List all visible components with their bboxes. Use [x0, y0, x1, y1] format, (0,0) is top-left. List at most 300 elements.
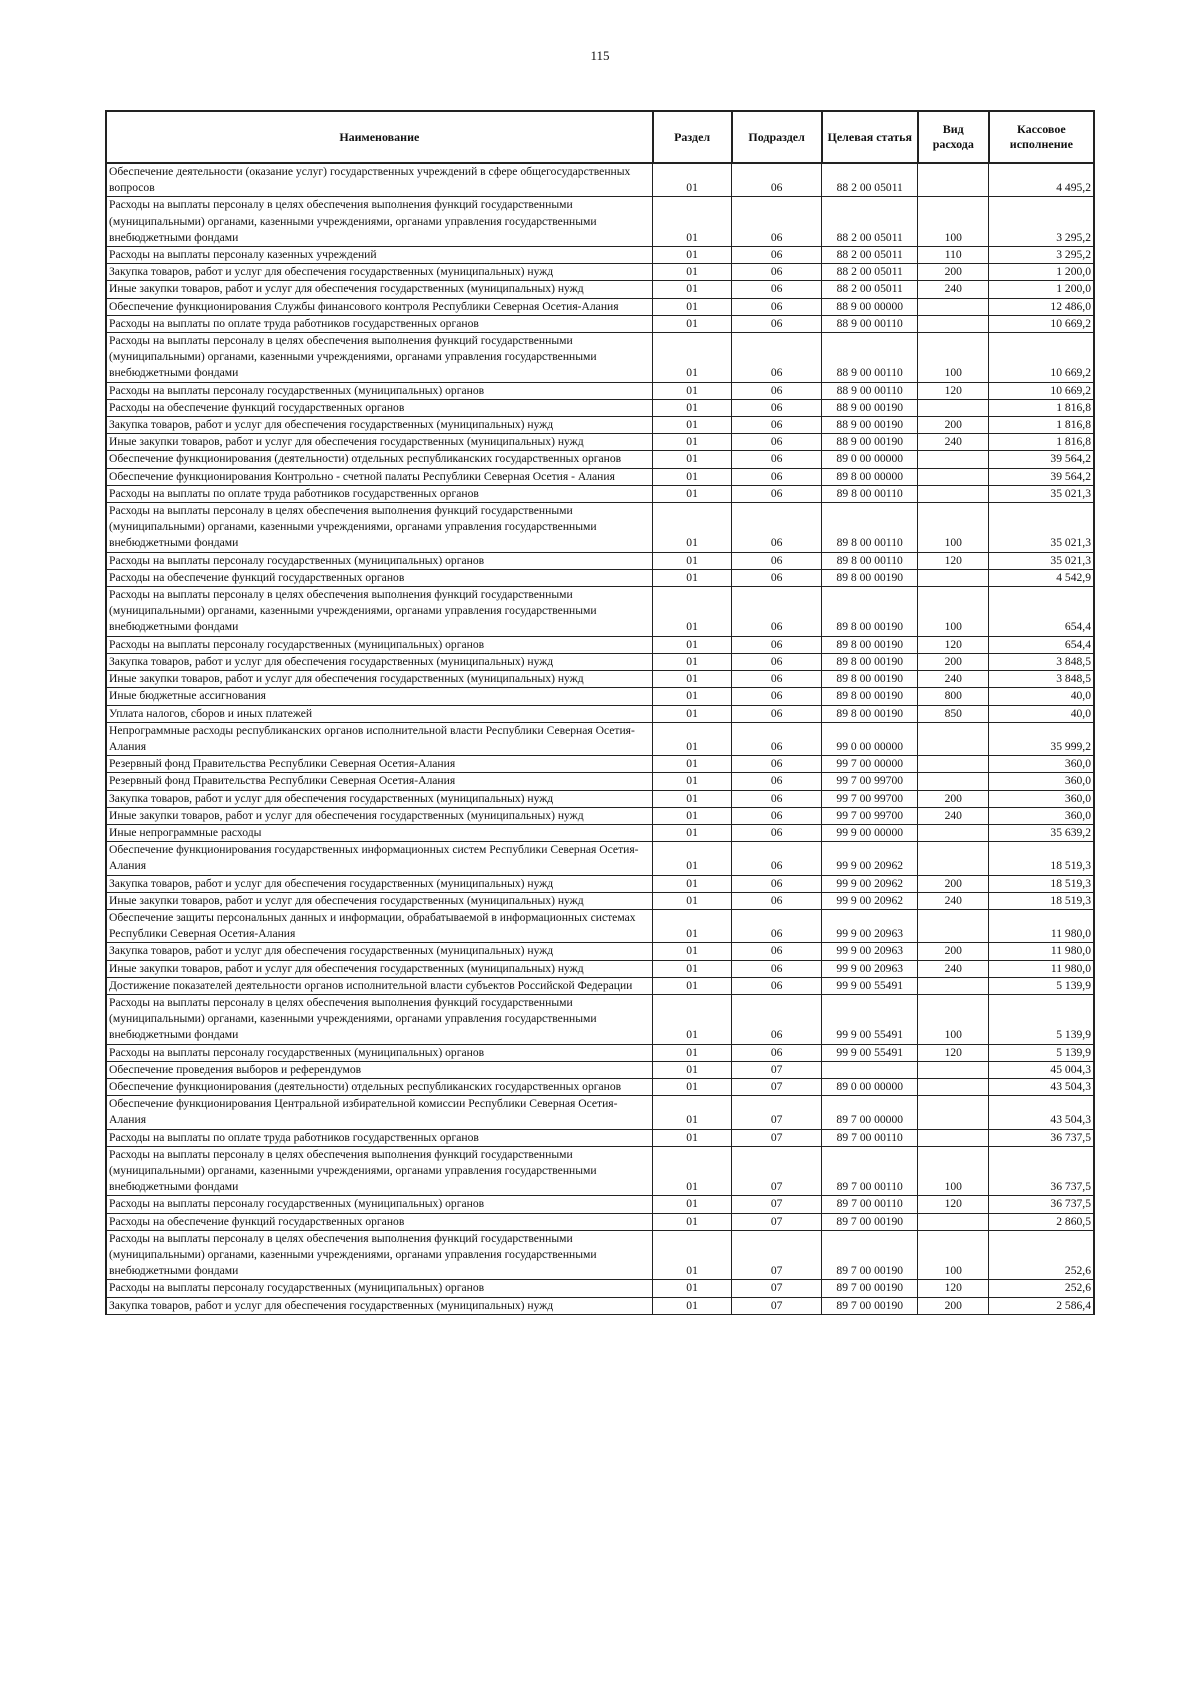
row-section: 01 — [653, 722, 732, 755]
row-subsection: 06 — [732, 671, 822, 688]
table-row — [106, 1280, 1094, 1297]
row-name: Расходы на выплаты персоналу в целях обеспечения выполнения функций государственными (муниципальными) органами, казенными учреждениями, органами управления государственными внебюджетными фондами — [106, 587, 653, 637]
row-subsection: 06 — [732, 773, 822, 790]
row-name: Обеспечение проведения выборов и референдумов — [106, 1061, 653, 1078]
row-subsection: 06 — [732, 892, 822, 909]
row-target-article: 89 7 00 00190 — [822, 1280, 918, 1297]
table-row — [106, 705, 1094, 722]
row-section: 01 — [653, 773, 732, 790]
row-expense-type: 100 — [918, 587, 989, 637]
table-row — [106, 892, 1094, 909]
row-expense-type: 120 — [918, 1196, 989, 1213]
row-amount: 43 504,3 — [989, 1096, 1094, 1129]
row-name: Обеспечение функционирования Контрольно - счетной палаты Республики Северная Осетия - Алания — [106, 468, 653, 485]
row-subsection: 06 — [732, 824, 822, 841]
row-target-article: 89 0 00 00000 — [822, 1078, 918, 1095]
row-subsection: 06 — [732, 281, 822, 298]
row-target-article: 88 9 00 00000 — [822, 298, 918, 315]
table-row — [106, 587, 1094, 637]
row-section: 01 — [653, 451, 732, 468]
row-section: 01 — [653, 163, 732, 197]
row-name: Иные закупки товаров, работ и услуг для обеспечения государственных (муниципальных) нужд — [106, 671, 653, 688]
row-subsection: 06 — [732, 994, 822, 1044]
row-expense-type: 100 — [918, 1230, 989, 1280]
row-target-article: 89 8 00 00190 — [822, 688, 918, 705]
row-name: Расходы на выплаты персоналу государственных (муниципальных) органов — [106, 1196, 653, 1213]
row-amount: 360,0 — [989, 807, 1094, 824]
table-row — [106, 197, 1094, 247]
row-amount: 35 639,2 — [989, 824, 1094, 841]
table-row — [106, 943, 1094, 960]
row-name: Иные закупки товаров, работ и услуг для обеспечения государственных (муниципальных) нужд — [106, 960, 653, 977]
row-expense-type — [918, 399, 989, 416]
table-row — [106, 842, 1094, 875]
row-subsection: 06 — [732, 705, 822, 722]
row-amount: 11 980,0 — [989, 960, 1094, 977]
row-target-article: 99 9 00 20963 — [822, 909, 918, 942]
row-target-article: 89 8 00 00190 — [822, 569, 918, 586]
row-amount: 39 564,2 — [989, 451, 1094, 468]
row-section: 01 — [653, 842, 732, 875]
row-subsection: 06 — [732, 315, 822, 332]
row-expense-type — [918, 756, 989, 773]
row-expense-type: 120 — [918, 1280, 989, 1297]
row-name: Обеспечение защиты персональных данных и информации, обрабатываемой в информационных системах Республики Северная Осетия-Алания — [106, 909, 653, 942]
row-name: Закупка товаров, работ и услуг для обеспечения государственных (муниципальных) нужд — [106, 790, 653, 807]
row-target-article: 88 9 00 00110 — [822, 333, 918, 383]
row-subsection: 06 — [732, 382, 822, 399]
row-amount: 36 737,5 — [989, 1129, 1094, 1146]
row-name: Расходы на выплаты персоналу в целях обеспечения выполнения функций государственными (муниципальными) органами, казенными учреждениями, органами управления государственными внебюджетными фондами — [106, 503, 653, 553]
row-target-article: 99 7 00 00000 — [822, 756, 918, 773]
row-expense-type: 120 — [918, 636, 989, 653]
row-amount: 35 021,3 — [989, 485, 1094, 502]
row-section: 01 — [653, 909, 732, 942]
row-subsection: 06 — [732, 333, 822, 383]
row-name: Расходы на выплаты персоналу государственных (муниципальных) органов — [106, 636, 653, 653]
row-name: Иные закупки товаров, работ и услуг для обеспечения государственных (муниципальных) нужд — [106, 434, 653, 451]
row-section: 01 — [653, 503, 732, 553]
row-expense-type — [918, 722, 989, 755]
row-subsection: 06 — [732, 552, 822, 569]
row-target-article: 89 8 00 00110 — [822, 485, 918, 502]
row-section: 01 — [653, 485, 732, 502]
row-expense-type — [918, 451, 989, 468]
row-amount: 35 021,3 — [989, 503, 1094, 553]
row-amount: 1 200,0 — [989, 281, 1094, 298]
row-target-article: 99 0 00 00000 — [822, 722, 918, 755]
row-target-article: 89 8 00 00190 — [822, 671, 918, 688]
row-target-article: 99 9 00 55491 — [822, 1044, 918, 1061]
row-amount: 4 542,9 — [989, 569, 1094, 586]
row-amount: 1 200,0 — [989, 264, 1094, 281]
row-expense-type: 110 — [918, 247, 989, 264]
row-amount: 2 586,4 — [989, 1297, 1094, 1314]
row-amount: 18 519,3 — [989, 892, 1094, 909]
row-subsection: 06 — [732, 653, 822, 670]
row-expense-type: 200 — [918, 943, 989, 960]
row-expense-type: 200 — [918, 875, 989, 892]
row-section: 01 — [653, 994, 732, 1044]
row-expense-type: 100 — [918, 1146, 989, 1196]
table-row — [106, 960, 1094, 977]
row-amount: 252,6 — [989, 1230, 1094, 1280]
row-section: 01 — [653, 587, 732, 637]
row-name: Расходы на обеспечение функций государственных органов — [106, 1213, 653, 1230]
row-target-article: 89 0 00 00000 — [822, 451, 918, 468]
row-section: 01 — [653, 875, 732, 892]
row-target-article: 89 8 00 00110 — [822, 503, 918, 553]
table-row — [106, 333, 1094, 383]
row-amount: 360,0 — [989, 790, 1094, 807]
row-section: 01 — [653, 1061, 732, 1078]
row-expense-type — [918, 315, 989, 332]
row-amount: 12 486,0 — [989, 298, 1094, 315]
row-name: Закупка товаров, работ и услуг для обеспечения государственных (муниципальных) нужд — [106, 875, 653, 892]
row-expense-type: 120 — [918, 552, 989, 569]
row-target-article: 89 8 00 00190 — [822, 653, 918, 670]
row-expense-type: 100 — [918, 197, 989, 247]
row-amount: 36 737,5 — [989, 1146, 1094, 1196]
table-row — [106, 994, 1094, 1044]
row-name: Расходы на выплаты персоналу в целях обеспечения выполнения функций государственными (муниципальными) органами, казенными учреждениями, органами управления государственными внебюджетными фондами — [106, 1230, 653, 1280]
table-row — [106, 688, 1094, 705]
row-amount: 35 999,2 — [989, 722, 1094, 755]
row-name: Расходы на выплаты персоналу в целях обеспечения выполнения функций государственными (муниципальными) органами, казенными учреждениями, органами управления государственными внебюджетными фондами — [106, 333, 653, 383]
row-name: Иные закупки товаров, работ и услуг для обеспечения государственных (муниципальных) нужд — [106, 807, 653, 824]
table-row — [106, 671, 1094, 688]
row-amount: 35 021,3 — [989, 552, 1094, 569]
row-target-article: 89 7 00 00190 — [822, 1297, 918, 1314]
column-header-subsection: Подраздел — [732, 111, 822, 163]
table-row — [106, 773, 1094, 790]
row-amount: 43 504,3 — [989, 1078, 1094, 1095]
row-section: 01 — [653, 569, 732, 586]
row-section: 01 — [653, 1297, 732, 1314]
row-subsection: 07 — [732, 1280, 822, 1297]
row-name: Иные бюджетные ассигнования — [106, 688, 653, 705]
row-target-article: 89 8 00 00190 — [822, 705, 918, 722]
row-target-article: 89 7 00 00110 — [822, 1196, 918, 1213]
table-row — [106, 636, 1094, 653]
row-name: Иные закупки товаров, работ и услуг для обеспечения государственных (муниципальных) нужд — [106, 281, 653, 298]
row-target-article: 99 9 00 55491 — [822, 994, 918, 1044]
table-row — [106, 163, 1094, 197]
row-subsection: 06 — [732, 790, 822, 807]
row-section: 01 — [653, 1129, 732, 1146]
row-target-article: 99 9 00 20963 — [822, 943, 918, 960]
row-amount: 11 980,0 — [989, 909, 1094, 942]
row-target-article: 88 9 00 00110 — [822, 315, 918, 332]
row-target-article: 89 8 00 00190 — [822, 587, 918, 637]
row-expense-type: 100 — [918, 503, 989, 553]
row-section: 01 — [653, 552, 732, 569]
row-amount: 654,4 — [989, 587, 1094, 637]
row-expense-type — [918, 909, 989, 942]
row-target-article: 99 9 00 20962 — [822, 842, 918, 875]
row-subsection: 06 — [732, 909, 822, 942]
row-target-article: 88 2 00 05011 — [822, 264, 918, 281]
row-section: 01 — [653, 197, 732, 247]
row-amount: 1 816,8 — [989, 434, 1094, 451]
row-subsection: 06 — [732, 163, 822, 197]
row-target-article: 89 7 00 00110 — [822, 1129, 918, 1146]
row-amount: 2 860,5 — [989, 1213, 1094, 1230]
table-row — [106, 790, 1094, 807]
row-amount: 39 564,2 — [989, 468, 1094, 485]
row-subsection: 06 — [732, 264, 822, 281]
row-target-article: 99 9 00 00000 — [822, 824, 918, 841]
row-name: Расходы на обеспечение функций государственных органов — [106, 569, 653, 586]
row-target-article: 88 9 00 00190 — [822, 417, 918, 434]
row-name: Закупка товаров, работ и услуг для обеспечения государственных (муниципальных) нужд — [106, 1297, 653, 1314]
row-subsection: 07 — [732, 1061, 822, 1078]
table-row — [106, 1196, 1094, 1213]
row-name: Закупка товаров, работ и услуг для обеспечения государственных (муниципальных) нужд — [106, 417, 653, 434]
row-target-article: 88 9 00 00190 — [822, 399, 918, 416]
row-section: 01 — [653, 1078, 732, 1095]
row-amount: 36 737,5 — [989, 1196, 1094, 1213]
row-target-article: 99 7 00 99700 — [822, 790, 918, 807]
row-amount: 5 139,9 — [989, 994, 1094, 1044]
row-expense-type — [918, 773, 989, 790]
row-name: Обеспечение функционирования (деятельности) отдельных республиканских государственных органов — [106, 1078, 653, 1095]
row-name: Расходы на выплаты персоналу казенных учреждений — [106, 247, 653, 264]
row-section: 01 — [653, 315, 732, 332]
table-row — [106, 281, 1094, 298]
row-expense-type — [918, 1061, 989, 1078]
row-subsection: 07 — [732, 1297, 822, 1314]
row-section: 01 — [653, 298, 732, 315]
row-name: Расходы на выплаты персоналу в целях обеспечения выполнения функций государственными (муниципальными) органами, казенными учреждениями, органами управления государственными внебюджетными фондами — [106, 197, 653, 247]
row-section: 01 — [653, 1213, 732, 1230]
row-target-article: 88 2 00 05011 — [822, 197, 918, 247]
table-row — [106, 756, 1094, 773]
row-subsection: 07 — [732, 1230, 822, 1280]
row-name: Расходы на выплаты персоналу государственных (муниципальных) органов — [106, 1044, 653, 1061]
row-name: Закупка товаров, работ и услуг для обеспечения государственных (муниципальных) нужд — [106, 264, 653, 281]
row-amount: 5 139,9 — [989, 1044, 1094, 1061]
row-expense-type: 100 — [918, 333, 989, 383]
row-section: 01 — [653, 247, 732, 264]
row-name: Расходы на обеспечение функций государственных органов — [106, 399, 653, 416]
row-target-article: 88 2 00 05011 — [822, 281, 918, 298]
row-amount: 3 295,2 — [989, 197, 1094, 247]
row-name: Расходы на выплаты персоналу государственных (муниципальных) органов — [106, 382, 653, 399]
row-section: 01 — [653, 468, 732, 485]
row-subsection: 06 — [732, 569, 822, 586]
row-expense-type: 800 — [918, 688, 989, 705]
row-amount: 10 669,2 — [989, 382, 1094, 399]
row-subsection: 06 — [732, 434, 822, 451]
row-expense-type — [918, 977, 989, 994]
row-subsection: 07 — [732, 1146, 822, 1196]
table-row — [106, 1044, 1094, 1061]
row-subsection: 06 — [732, 468, 822, 485]
row-subsection: 06 — [732, 688, 822, 705]
row-expense-type: 200 — [918, 417, 989, 434]
table-row — [106, 264, 1094, 281]
row-expense-type — [918, 1078, 989, 1095]
table-row — [106, 824, 1094, 841]
row-section: 01 — [653, 281, 732, 298]
row-target-article: 89 7 00 00000 — [822, 1096, 918, 1129]
row-amount: 1 816,8 — [989, 417, 1094, 434]
row-name: Резервный фонд Правительства Республики Северная Осетия-Алания — [106, 756, 653, 773]
row-subsection: 06 — [732, 485, 822, 502]
row-expense-type: 200 — [918, 653, 989, 670]
row-target-article: 99 9 00 20963 — [822, 960, 918, 977]
table-row — [106, 399, 1094, 416]
row-subsection: 07 — [732, 1196, 822, 1213]
row-amount: 360,0 — [989, 773, 1094, 790]
row-target-article: 99 9 00 55491 — [822, 977, 918, 994]
row-target-article: 88 2 00 05011 — [822, 247, 918, 264]
row-target-article: 89 8 00 00190 — [822, 636, 918, 653]
row-subsection: 06 — [732, 503, 822, 553]
table-row — [106, 569, 1094, 586]
table-row — [106, 315, 1094, 332]
row-name: Обеспечение функционирования государственных информационных систем Республики Северная Осетия-Алания — [106, 842, 653, 875]
row-expense-type: 240 — [918, 807, 989, 824]
row-section: 01 — [653, 333, 732, 383]
row-name: Непрограммные расходы республиканских органов исполнительной власти Республики Северная Осетия-Алания — [106, 722, 653, 755]
table-row — [106, 977, 1094, 994]
row-target-article: 89 7 00 00110 — [822, 1146, 918, 1196]
table-row — [106, 807, 1094, 824]
row-subsection: 06 — [732, 960, 822, 977]
row-subsection: 06 — [732, 1044, 822, 1061]
row-expense-type — [918, 298, 989, 315]
table-header-row — [106, 111, 1094, 163]
row-target-article: 88 9 00 00190 — [822, 434, 918, 451]
row-subsection: 06 — [732, 807, 822, 824]
row-subsection: 06 — [732, 587, 822, 637]
row-amount: 360,0 — [989, 756, 1094, 773]
row-expense-type — [918, 1096, 989, 1129]
row-section: 01 — [653, 1096, 732, 1129]
table-row — [106, 1129, 1094, 1146]
table-row — [106, 503, 1094, 553]
row-target-article: 88 2 00 05011 — [822, 163, 918, 197]
row-subsection: 07 — [732, 1129, 822, 1146]
row-name: Расходы на выплаты персоналу в целях обеспечения выполнения функций государственными (муниципальными) органами, казенными учреждениями, органами управления государственными внебюджетными фондами — [106, 994, 653, 1044]
row-expense-type: 240 — [918, 960, 989, 977]
row-section: 01 — [653, 892, 732, 909]
row-expense-type: 200 — [918, 264, 989, 281]
row-expense-type: 120 — [918, 1044, 989, 1061]
row-target-article: 88 9 00 00110 — [822, 382, 918, 399]
row-section: 01 — [653, 1230, 732, 1280]
row-subsection: 06 — [732, 943, 822, 960]
page-number: 115 — [590, 48, 610, 63]
column-header-target-article: Целевая статья — [822, 111, 918, 163]
row-target-article: 89 8 00 00000 — [822, 468, 918, 485]
row-expense-type: 200 — [918, 1297, 989, 1314]
row-subsection: 06 — [732, 636, 822, 653]
table-row — [106, 382, 1094, 399]
row-expense-type — [918, 468, 989, 485]
table-row — [106, 468, 1094, 485]
row-name: Обеспечение деятельности (оказание услуг) государственных учреждений в сфере общегосударственных вопросов — [106, 163, 653, 197]
row-section: 01 — [653, 1044, 732, 1061]
row-name: Расходы на выплаты по оплате труда работников государственных органов — [106, 1129, 653, 1146]
row-amount: 3 295,2 — [989, 247, 1094, 264]
row-name: Обеспечение функционирования (деятельности) отдельных республиканских государственных органов — [106, 451, 653, 468]
table-row — [106, 552, 1094, 569]
row-amount: 45 004,3 — [989, 1061, 1094, 1078]
row-expense-type — [918, 569, 989, 586]
row-name: Расходы на выплаты персоналу государственных (муниципальных) органов — [106, 552, 653, 569]
row-subsection: 06 — [732, 756, 822, 773]
row-name: Обеспечение функционирования Службы финансового контроля Республики Северная Осетия-Алания — [106, 298, 653, 315]
row-name: Расходы на выплаты персоналу в целях обеспечения выполнения функций государственными (муниципальными) органами, казенными учреждениями, органами управления государственными внебюджетными фондами — [106, 1146, 653, 1196]
table-row — [106, 247, 1094, 264]
row-subsection: 06 — [732, 247, 822, 264]
row-section: 01 — [653, 1280, 732, 1297]
row-expense-type — [918, 1213, 989, 1230]
table-row — [106, 1146, 1094, 1196]
row-name: Обеспечение функционирования Центральной избирательной комиссии Республики Северная Осетия-Алания — [106, 1096, 653, 1129]
row-expense-type: 100 — [918, 994, 989, 1044]
row-name: Иные закупки товаров, работ и услуг для обеспечения государственных (муниципальных) нужд — [106, 892, 653, 909]
row-expense-type: 850 — [918, 705, 989, 722]
row-expense-type: 200 — [918, 790, 989, 807]
row-expense-type — [918, 824, 989, 841]
row-expense-type: 240 — [918, 671, 989, 688]
row-expense-type — [918, 842, 989, 875]
column-header-expense-type: Вид расхода — [918, 111, 989, 163]
row-name: Закупка товаров, работ и услуг для обеспечения государственных (муниципальных) нужд — [106, 653, 653, 670]
row-name: Закупка товаров, работ и услуг для обеспечения государственных (муниципальных) нужд — [106, 943, 653, 960]
row-section: 01 — [653, 943, 732, 960]
column-header-name: Наименование — [106, 111, 653, 163]
row-name: Расходы на выплаты по оплате труда работников государственных органов — [106, 315, 653, 332]
row-subsection: 06 — [732, 875, 822, 892]
row-subsection: 06 — [732, 298, 822, 315]
row-subsection: 07 — [732, 1213, 822, 1230]
row-amount: 5 139,9 — [989, 977, 1094, 994]
row-amount: 1 816,8 — [989, 399, 1094, 416]
row-section: 01 — [653, 653, 732, 670]
row-section: 01 — [653, 671, 732, 688]
row-subsection: 07 — [732, 1078, 822, 1095]
row-expense-type: 240 — [918, 281, 989, 298]
row-name: Достижение показателей деятельности органов исполнительной власти субъектов Российской Федерации — [106, 977, 653, 994]
row-expense-type: 120 — [918, 382, 989, 399]
row-section: 01 — [653, 417, 732, 434]
row-name: Резервный фонд Правительства Республики Северная Осетия-Алания — [106, 773, 653, 790]
row-target-article — [822, 1061, 918, 1078]
row-name: Расходы на выплаты персоналу государственных (муниципальных) органов — [106, 1280, 653, 1297]
row-section: 01 — [653, 824, 732, 841]
row-section: 01 — [653, 977, 732, 994]
table-row — [106, 434, 1094, 451]
table-row — [106, 485, 1094, 502]
row-amount: 4 495,2 — [989, 163, 1094, 197]
row-target-article: 99 9 00 20962 — [822, 875, 918, 892]
row-section: 01 — [653, 399, 732, 416]
table-row — [106, 653, 1094, 670]
row-section: 01 — [653, 1196, 732, 1213]
table-body — [106, 163, 1094, 1314]
row-target-article: 89 7 00 00190 — [822, 1213, 918, 1230]
row-amount: 18 519,3 — [989, 842, 1094, 875]
row-subsection: 07 — [732, 1096, 822, 1129]
row-expense-type: 240 — [918, 892, 989, 909]
row-section: 01 — [653, 382, 732, 399]
table-row — [106, 1213, 1094, 1230]
